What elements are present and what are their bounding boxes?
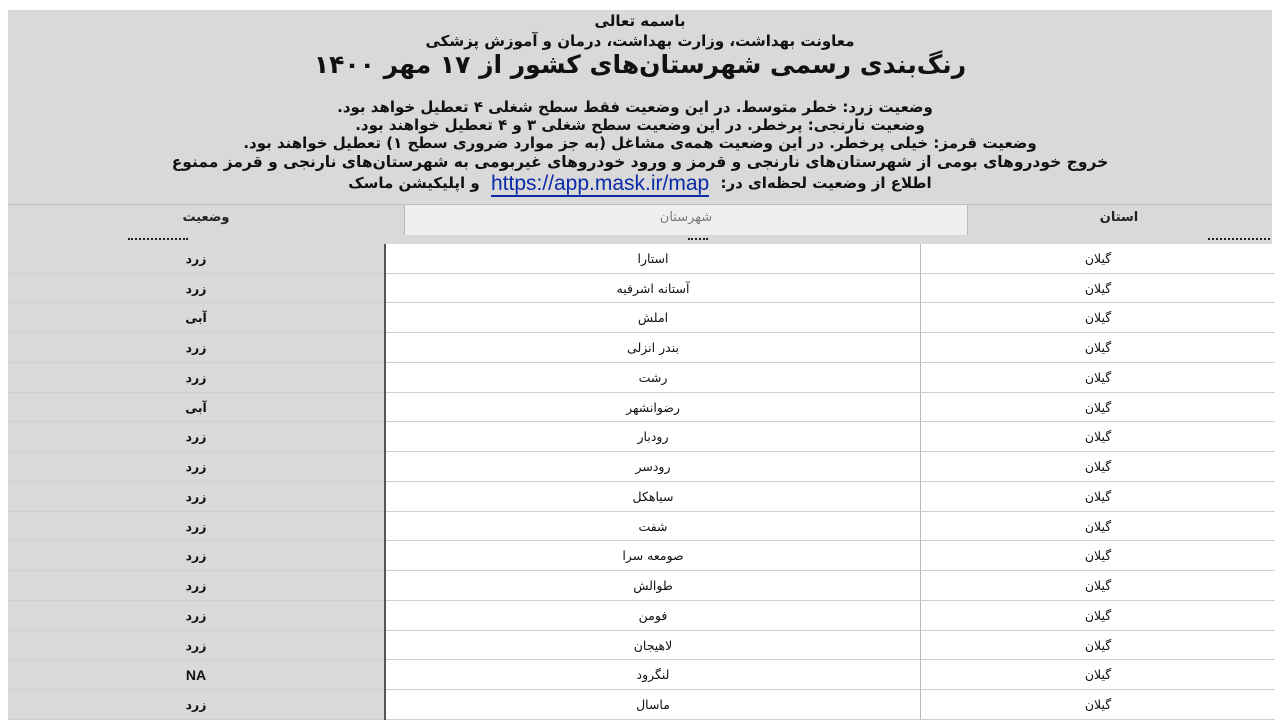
- county-cell: سیاهکل: [385, 481, 921, 511]
- column-header-status: وضعیت: [182, 210, 230, 225]
- status-cell: زرد: [8, 422, 385, 452]
- county-cell: لاهیجان: [385, 630, 921, 660]
- county-cell: ماسال: [385, 690, 921, 720]
- county-cell: شفت: [385, 511, 921, 541]
- status-cell: زرد: [8, 600, 385, 630]
- county-status-table: [8, 244, 1275, 720]
- info-line: [8, 173, 1272, 197]
- province-cell: گیلان: [921, 481, 1276, 511]
- info-suffix: و اپلیکیشن ماسک: [348, 174, 480, 192]
- province-cell: گیلان: [921, 630, 1276, 660]
- table-row: [8, 303, 1275, 333]
- status-cell: آبی: [8, 303, 385, 333]
- county-cell: رضوانشهر: [385, 392, 921, 422]
- table-row: [8, 481, 1275, 511]
- status-cell: زرد: [8, 333, 385, 363]
- header-line-1: باسمه تعالی: [594, 12, 686, 30]
- province-cell: گیلان: [921, 392, 1276, 422]
- county-cell: رودسر: [385, 452, 921, 482]
- table-row: [8, 600, 1275, 630]
- status-cell: زرد: [8, 273, 385, 303]
- header-line-2: معاونت بهداشت، وزارت بهداشت، درمان و آموزش پزشکی: [425, 32, 855, 50]
- province-cell: گیلان: [921, 690, 1276, 720]
- province-cell: گیلان: [921, 452, 1276, 482]
- note-travel: خروج خودروهای بومی از شهرستان‌های نارنجی و قرمز و ورود خودروهای غیربومی به شهرستان‌های نارنجی و قرمز ممنوع: [171, 153, 1109, 171]
- county-cell: آستانه اشرفیه: [385, 273, 921, 303]
- table-row: [8, 571, 1275, 601]
- table-row: [8, 452, 1275, 482]
- table-row: [8, 541, 1275, 571]
- info-prefix: اطلاع از وضعیت لحظه‌ای در:: [720, 174, 932, 192]
- column-header-province: استان: [1099, 210, 1139, 225]
- page-title: رنگ‌بندی رسمی شهرستان‌های کشور از ۱۷ مهر ۱۴۰۰: [313, 50, 967, 79]
- table-row: [8, 362, 1275, 392]
- note-red: وضعیت قرمز: خیلی پرخطر. در این وضعیت همه‌ی مشاغل (به جز موارد ضروری سطح ۱) تعطیل خواهند بود.: [243, 134, 1037, 152]
- status-cell: زرد: [8, 452, 385, 482]
- province-cell: گیلان: [921, 333, 1276, 363]
- county-cell: لنگرود: [385, 660, 921, 690]
- status-cell: آبی: [8, 392, 385, 422]
- status-cell: زرد: [8, 630, 385, 660]
- status-cell: زرد: [8, 481, 385, 511]
- province-cell: گیلان: [921, 600, 1276, 630]
- county-cell: فومن: [385, 600, 921, 630]
- county-cell: املش: [385, 303, 921, 333]
- note-yellow: وضعیت زرد: خطر متوسط. در این وضعیت فقط سطح شغلی ۴ تعطیل خواهد بود.: [337, 98, 933, 116]
- county-cell: صومعه سرا: [385, 541, 921, 571]
- province-cell: گیلان: [921, 273, 1276, 303]
- province-cell: گیلان: [921, 422, 1276, 452]
- table-row: [8, 422, 1275, 452]
- column-header-county: شهرستان: [404, 205, 968, 235]
- province-cell: گیلان: [921, 303, 1276, 333]
- province-cell: گیلان: [921, 660, 1276, 690]
- table-row: [8, 630, 1275, 660]
- status-cell: زرد: [8, 541, 385, 571]
- county-cell: طوالش: [385, 571, 921, 601]
- status-cell: NA: [8, 660, 385, 690]
- county-cell: بندر انزلی: [385, 333, 921, 363]
- document-header: [8, 10, 1272, 204]
- table-row: [8, 333, 1275, 363]
- province-cell: گیلان: [921, 511, 1276, 541]
- table-row: [8, 244, 1275, 273]
- status-cell: زرد: [8, 571, 385, 601]
- province-cell: گیلان: [921, 244, 1276, 273]
- table-row: [8, 392, 1275, 422]
- status-cell: زرد: [8, 511, 385, 541]
- county-cell: استارا: [385, 244, 921, 273]
- table-row: [8, 660, 1275, 690]
- province-cell: گیلان: [921, 571, 1276, 601]
- province-cell: گیلان: [921, 541, 1276, 571]
- table-row: [8, 273, 1275, 303]
- county-cell: رودبار: [385, 422, 921, 452]
- status-cell: زرد: [8, 690, 385, 720]
- mask-map-link[interactable]: https://app.mask.ir/map: [490, 172, 710, 195]
- status-cell: زرد: [8, 244, 385, 273]
- status-cell: زرد: [8, 362, 385, 392]
- province-cell: گیلان: [921, 362, 1276, 392]
- table-row: [8, 690, 1275, 720]
- note-orange: وضعیت نارنجی: پرخطر. در این وضعیت سطح شغلی ۳ و ۴ تعطیل خواهند بود.: [355, 116, 925, 134]
- county-cell: رشت: [385, 362, 921, 392]
- table-row: [8, 511, 1275, 541]
